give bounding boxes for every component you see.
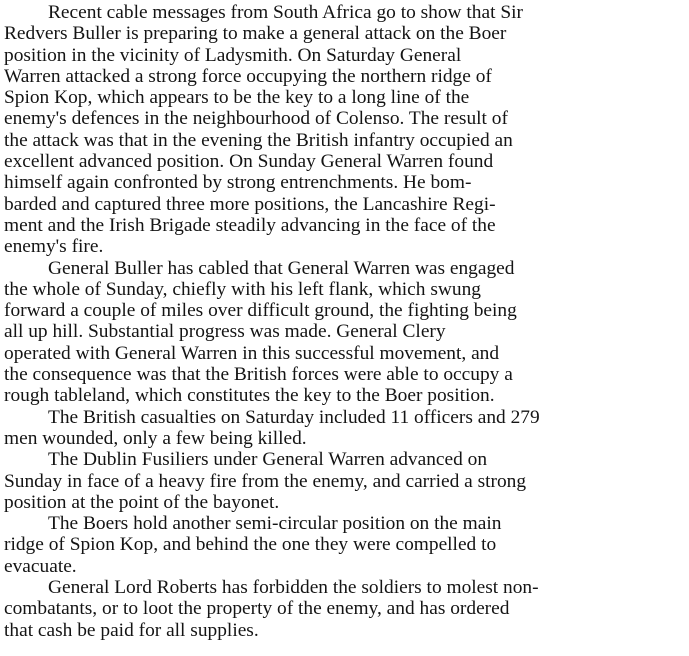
text-line: position in the vicinity of Ladysmith. On Saturday General xyxy=(4,44,462,66)
text-line: enemy's defences in the neighbourhood of Colenso. The result of xyxy=(4,108,508,130)
text-line: General Buller has cabled that General Warren was engaged xyxy=(48,257,515,279)
paragraph-spion-kop-attack xyxy=(4,2,685,258)
paragraph-casualties xyxy=(4,407,685,450)
text-line: barded and captured three more positions, the Lancashire Regi- xyxy=(4,193,496,215)
text-line: ridge of Spion Kop, and behind the one they were compelled to xyxy=(4,534,497,556)
text-line: operated with General Warren in this successful movement, and xyxy=(4,342,500,364)
news-article xyxy=(4,2,685,641)
text-line: rough tableland, which constitutes the key to the Boer position. xyxy=(4,385,495,407)
text-line: The Dublin Fusiliers under General Warren advanced on xyxy=(48,449,488,471)
text-line: men wounded, only a few being killed. xyxy=(4,427,307,449)
text-line: Recent cable messages from South Africa go to show that Sir xyxy=(48,2,523,23)
text-line: Warren attacked a strong force occupying the northern ridge of xyxy=(4,65,492,87)
text-line: position at the point of the bayonet. xyxy=(4,491,280,513)
paragraph-boer-position xyxy=(4,513,685,577)
text-line: himself again confronted by strong entrenchments. He bom- xyxy=(4,172,472,194)
text-line: ment and the Irish Brigade steadily advancing in the face of the xyxy=(4,214,496,236)
text-line: Spion Kop, which appears to be the key to a long line of the xyxy=(4,87,470,109)
paragraph-dublin-fusiliers xyxy=(4,449,685,513)
text-line: forward a couple of miles over difficult ground, the fighting being xyxy=(4,300,517,322)
text-line: excellent advanced position. On Sunday General Warren found xyxy=(4,151,494,173)
text-line: the whole of Sunday, chiefly with his left flank, which swung xyxy=(4,278,481,300)
paragraph-lord-roberts xyxy=(4,577,685,641)
text-line: evacuate. xyxy=(4,555,77,577)
text-line: all up hill. Substantial progress was made. General Clery xyxy=(4,321,446,343)
paragraph-buller-cable xyxy=(4,258,685,407)
text-line: The Boers hold another semi-circular position on the main xyxy=(48,513,502,535)
text-line: enemy's fire. xyxy=(4,236,104,258)
text-line: the consequence was that the British forces were able to occupy a xyxy=(4,364,513,386)
text-line: Sunday in face of a heavy fire from the enemy, and carried a strong xyxy=(4,470,527,492)
text-line: The British casualties on Saturday included 11 officers and 279 xyxy=(48,406,540,428)
text-line: that cash be paid for all supplies. xyxy=(4,619,259,641)
text-line: combatants, or to loot the property of the enemy, and has ordered xyxy=(4,598,510,620)
text-line: General Lord Roberts has forbidden the soldiers to molest non- xyxy=(48,577,539,599)
text-line: the attack was that in the evening the British infantry occupied an xyxy=(4,129,513,151)
text-line: Redvers Buller is preparing to make a general attack on the Boer xyxy=(4,23,507,45)
